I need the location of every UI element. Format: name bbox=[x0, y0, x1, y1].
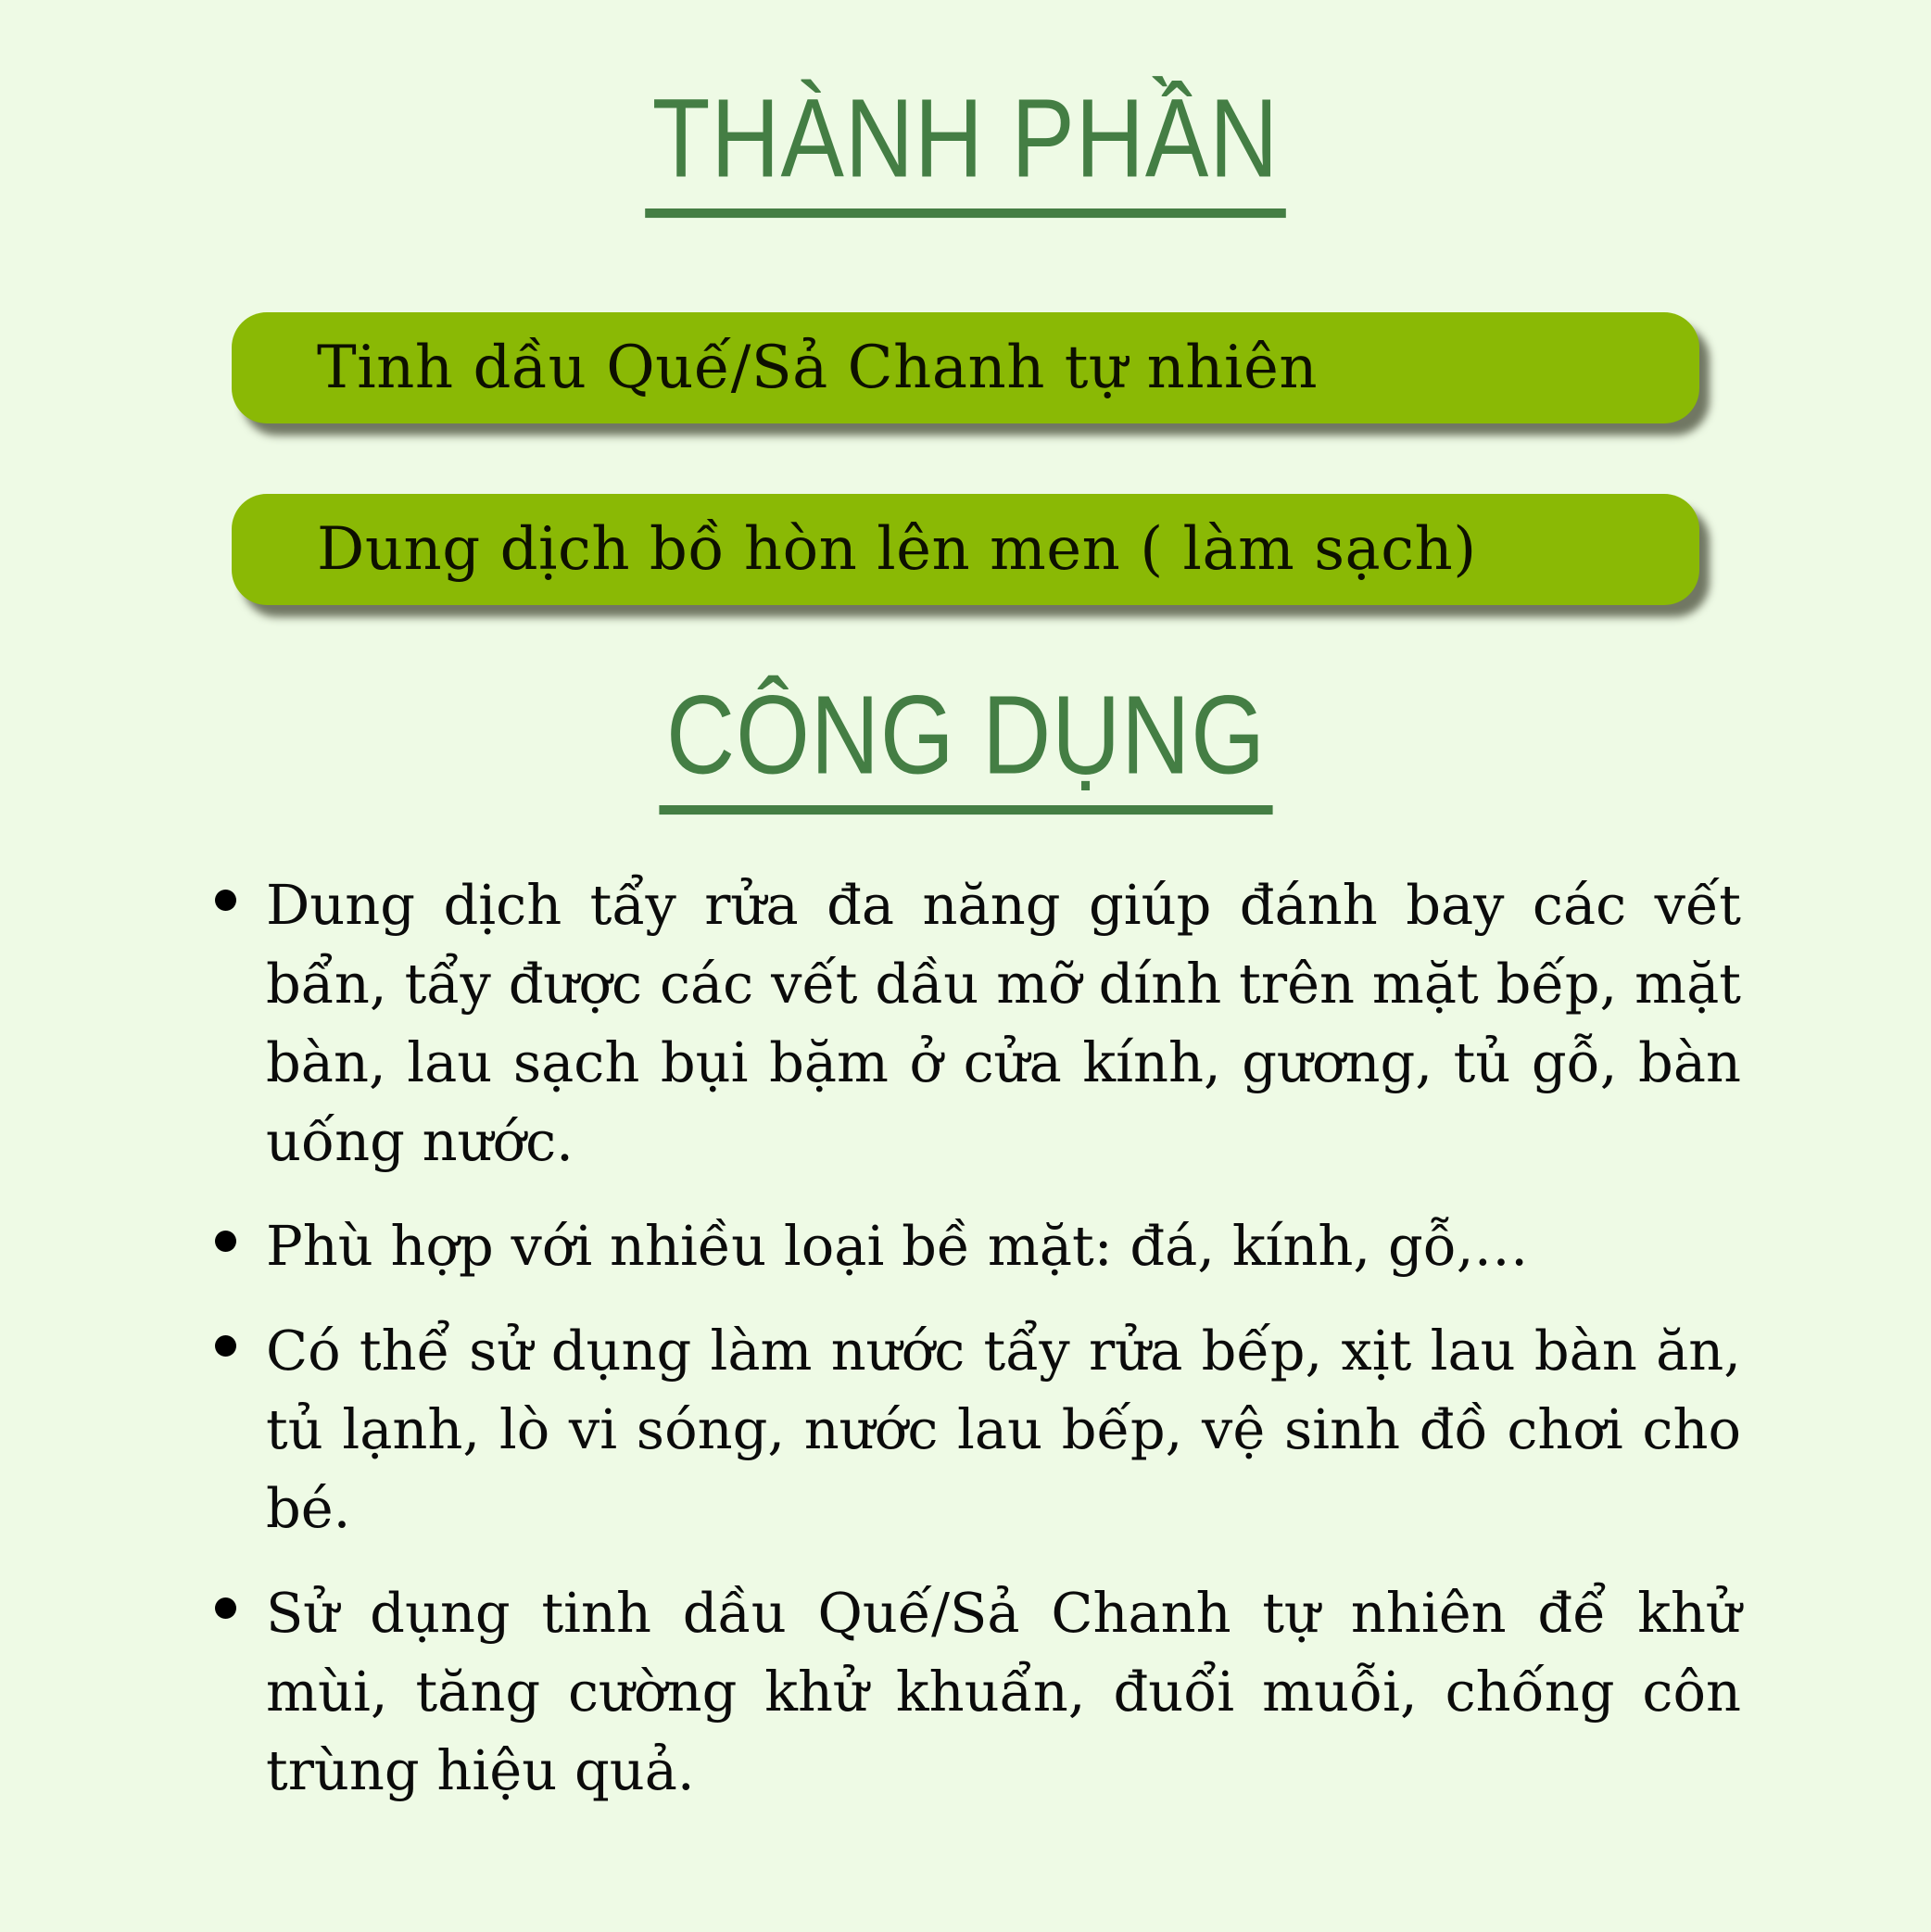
list-item bbox=[215, 1311, 1741, 1547]
ingredient-pill-label: Tinh dầu Quế/Sả Chanh tự nhiên bbox=[317, 334, 1319, 403]
ingredient-pill-essential-oil bbox=[232, 312, 1699, 423]
list-item bbox=[215, 1206, 1741, 1285]
ingredients-heading-row bbox=[0, 74, 1931, 203]
bullet-dot-icon bbox=[215, 1231, 236, 1252]
list-item bbox=[215, 1573, 1741, 1810]
bullet-dot-icon bbox=[215, 1335, 236, 1357]
ingredients-pill-list bbox=[232, 312, 1699, 605]
use-description: Dung dịch tẩy rửa đa năng giúp đánh bay các vết bẩn, tẩy được các vết dầu mỡ dính trên mặt bếp, mặt bàn, lau sạch bụi bặm ở cửa kính, gương, tủ gỗ, bàn uống nước. bbox=[266, 872, 1741, 1173]
use-description: Sử dụng tinh dầu Quế/Sả Chanh tự nhiên để khử mùi, tăng cường khử khuẩn, đuổi muỗi, chống côn trùng hiệu quả. bbox=[266, 1580, 1741, 1802]
list-item bbox=[215, 865, 1741, 1181]
use-description: Có thể sử dụng làm nước tẩy rửa bếp, xịt lau bàn ăn, tủ lạnh, lò vi sóng, nước lau bếp, vệ sinh đồ chơi cho bé. bbox=[266, 1318, 1741, 1540]
bullet-dot-icon bbox=[215, 1597, 236, 1619]
bullet-dot-icon bbox=[215, 890, 236, 911]
use-description: Phù hợp với nhiều loại bề mặt: đá, kính, gỗ,… bbox=[266, 1213, 1529, 1278]
uses-section-title: CÔNG DỤNG bbox=[659, 676, 1272, 815]
ingredient-pill-soapberry bbox=[232, 494, 1699, 605]
ingredient-pill-label: Dung dịch bồ hòn lên men ( làm sạch) bbox=[317, 515, 1477, 585]
uses-heading-row bbox=[0, 671, 1931, 800]
ingredients-section-title: THÀNH PHẦN bbox=[645, 79, 1286, 219]
uses-bullet-list bbox=[215, 865, 1741, 1810]
